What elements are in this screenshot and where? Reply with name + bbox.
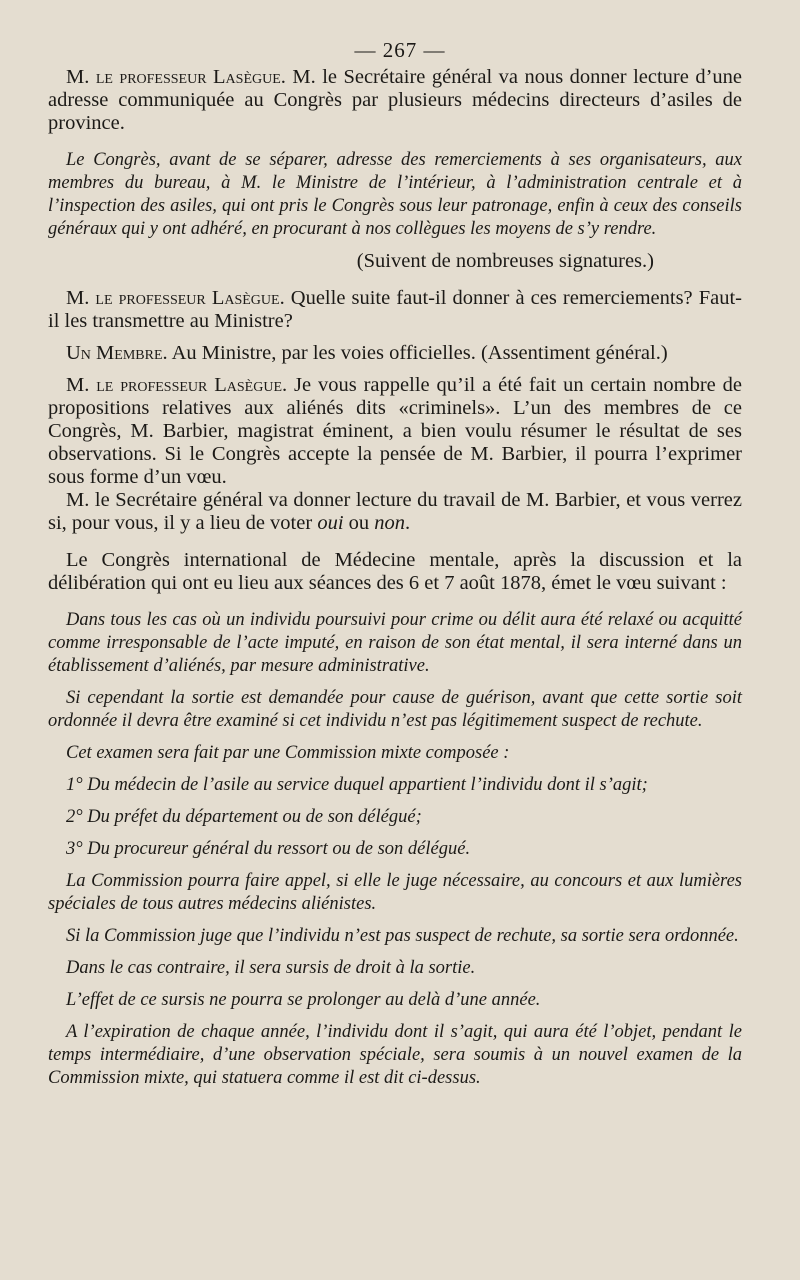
speaker-name: Un Membre. <box>66 342 168 364</box>
voeu-item-2: 2° Du préfet du département ou de son délégué; <box>66 807 422 827</box>
paragraph-text: Au Ministre, par les voies officielles. (Assentiment général.) <box>167 342 668 364</box>
paragraph-text: Je vous rappelle qu’il a été fait un certain nombre de propositions relatives aux aliénés dits «criminels». L’un des membres de ce Congrès, M. Barbier, magistrat éminent, a bien voulu résumer le résultat de ses observations. Si le Congrès accepte la pensée de M. Barbier, il pourra l’exprimer sous forme d’un vœu. <box>48 374 742 488</box>
word-oui: oui <box>317 512 344 534</box>
voeu-paragraph-5: Si la Commission juge que l’individu n’est pas suspect de rechute, sa sortie sera ordonnée. <box>66 926 739 946</box>
page-number: — 267 — <box>354 38 446 62</box>
voeu-paragraph-2: Si cependant la sortie est demandée pour cause de guérison, avant que cette sortie soit ordonnée il devra être examiné si cet individu n’est pas légitimement suspect de rechute. <box>48 688 742 731</box>
speaker-name: M. le professeur Lasègue. <box>66 287 285 309</box>
voeu-paragraph-1: Dans tous les cas où un individu poursuivi pour crime ou délit aura été relaxé ou acquitté comme irresponsable de l’acte imputé, en raison de son état mental, il sera interné dans un établissement d’aliénés, par mesure administrative. <box>48 610 742 676</box>
paragraph-lasegue-3 <box>48 374 742 489</box>
word-non: non <box>374 512 406 534</box>
paragraph-text: . <box>405 512 411 534</box>
paragraph-text: M. le Secrétaire général va donner lecture du travail de M. Barbier, et vous verrez si, pour vous, il y a lieu de voter <box>48 489 742 534</box>
paragraph-membre <box>48 342 742 365</box>
paragraph-voeu-intro: Le Congrès international de Médecine mentale, après la discussion et la délibération qui ont eu lieu aux séances des 6 et 7 août 1878, émet le vœu suivant : <box>48 549 742 594</box>
voeu-paragraph-4: La Commission pourra faire appel, si elle le juge nécessaire, au concours et aux lumières spéciales de tous autres médecins aliénistes. <box>48 871 742 914</box>
speaker-name: M. le professeur Lasègue. <box>66 66 286 88</box>
voeu-item-1: 1° Du médecin de l’asile au service duquel appartient l’individu dont il s’agit; <box>66 775 648 795</box>
page-body <box>48 66 742 1090</box>
voeu-paragraph-8: A l’expiration de chaque année, l’individu dont il s’agit, qui aura été l’objet, pendant le temps intermédiaire, d’une observation spéciale, sera soumis à un nouvel examen de la Commission mixte, qui statuera comme il est dit ci-dessus. <box>48 1022 742 1088</box>
paragraph-lasegue-2 <box>48 287 742 333</box>
paragraph-secretaire <box>48 489 742 535</box>
paragraph-text: M. le Secrétaire général va nous donner lecture d’une adresse communiquée au Congrès par plusieurs médecins directeurs d’asiles de province. <box>48 66 742 134</box>
voeu-paragraph-7: L’effet de ce sursis ne pourra se prolonger au delà d’une année. <box>66 990 541 1010</box>
paragraph-text: Quelle suite faut-il donner à ces remerciements? Faut-il les transmettre au Ministre? <box>48 287 742 332</box>
speaker-name: M. le professeur Lasègue. <box>66 374 288 396</box>
signatures-note: (Suivent de nombreuses signatures.) <box>356 250 654 272</box>
voeu-paragraph-6: Dans le cas contraire, il sera sursis de droit à la sortie. <box>66 958 476 978</box>
address-text: Le Congrès, avant de se séparer, adresse des remerciements à ses organisateurs, aux membres du bureau, à M. le Ministre de l’intérieur, à l’administration centrale et à l’inspection des asiles, qui ont pris le Congrès sous leur patronage, enfin à ceux des conseils généraux qui y ont adhéré, en procurant à nos collègues les moyens de s’y rendre. <box>48 150 742 239</box>
voeu-paragraph-3: Cet examen sera fait par une Commission mixte composée : <box>66 743 510 763</box>
voeu-item-3: 3° Du procureur général du ressort ou de son délégué. <box>66 839 471 859</box>
paragraph-text: ou <box>343 512 375 534</box>
paragraph-lasegue-1 <box>48 66 742 135</box>
